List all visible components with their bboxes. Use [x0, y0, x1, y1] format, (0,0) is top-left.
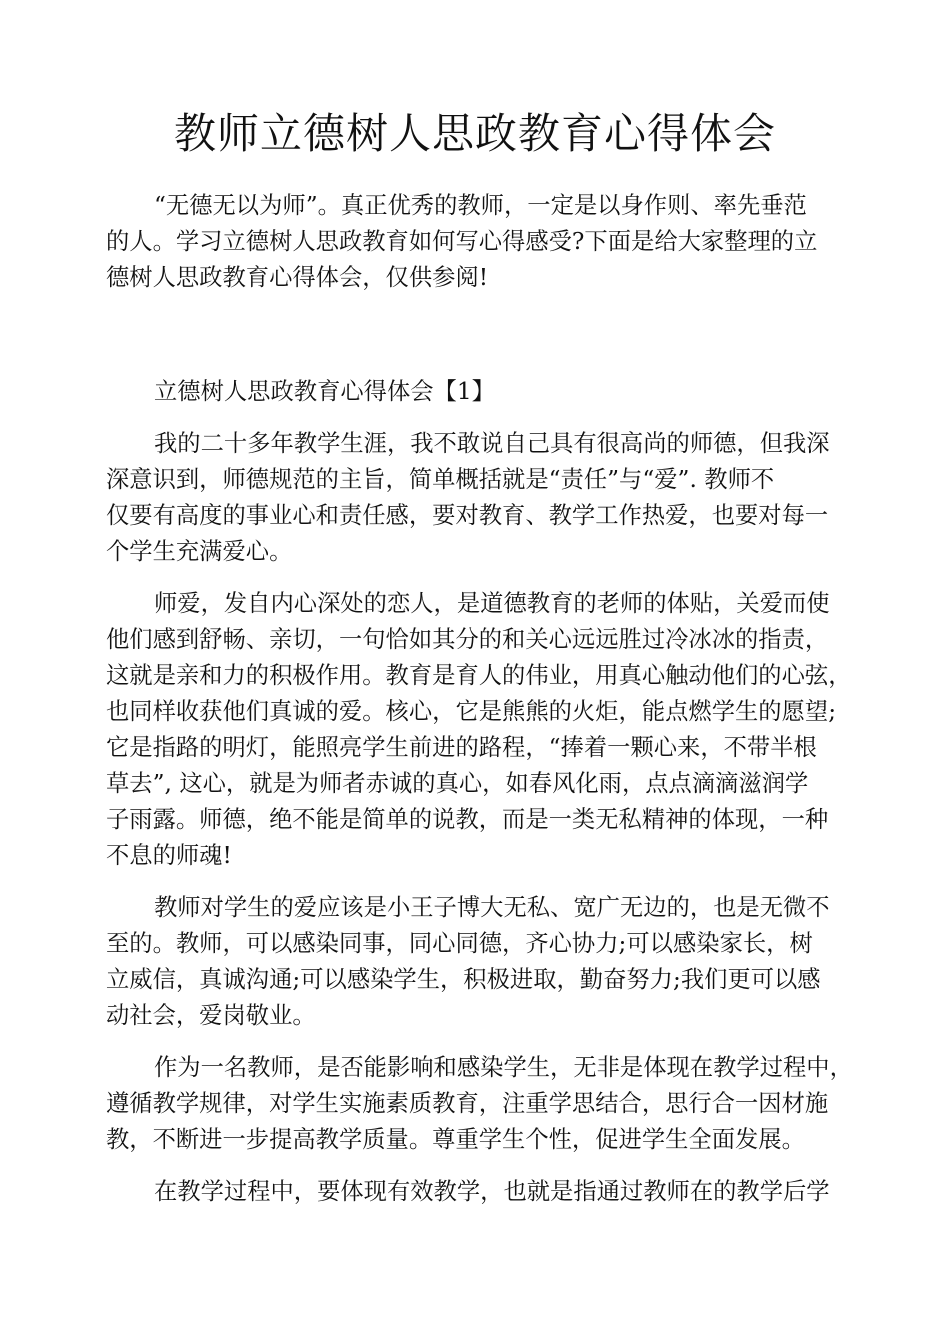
text-line: 它是指路的明灯，能照亮学生前进的路程，“捧着一颗心来，不带半根 [106, 734, 817, 761]
intro-paragraph [106, 188, 850, 296]
text-line: 立威信，真诚沟通;可以感染学生，积极进取，勤奋努力;我们更可以感 [106, 966, 821, 993]
text-line: 也同样收获他们真诚的爱。核心，它是熊熊的火炬，能点燃学生的愿望; [106, 698, 837, 725]
text-line: 教师对学生的爱应该是小王子博大无私、宽广无边的，也是无微不 [154, 894, 830, 921]
text-line: 在教学过程中，要体现有效教学，也就是指通过教师在的教学后学 [154, 1178, 830, 1205]
text-line: 动社会，爱岗敬业。 [106, 1002, 316, 1029]
text-line: 这就是亲和力的积极作用。教育是育人的伟业，用真心触动他们的心弦， [106, 662, 852, 689]
body-paragraph [106, 1174, 850, 1210]
text-line: 个学生充满爱心。 [106, 538, 293, 565]
section-heading: 立德树人思政教育心得体会【1】 [154, 378, 495, 405]
text-line: 仅要有高度的事业心和责任感，要对教育、教学工作热爱，也要对每一 [106, 502, 829, 529]
text-line: 子雨露。师德，绝不能是简单的说教，而是一类无私精神的体现，一种 [106, 806, 829, 833]
document-body [106, 188, 853, 1226]
text-line: 遵循教学规律，对学生实施素质教育，注重学思结合，思行合一因材施 [106, 1090, 829, 1117]
text-line: 德树人思政教育心得体会，仅供参阅! [106, 264, 489, 291]
body-paragraph [106, 890, 850, 1034]
text-line: 教，不断进一步提高教学质量。尊重学生个性，促进学生全面发展。 [106, 1126, 805, 1153]
body-paragraph [106, 1050, 853, 1158]
text-line: 至的。教师，可以感染同事，同心同德，齐心协力;可以感染家长，树 [106, 930, 813, 957]
body-paragraph [106, 586, 850, 874]
text-line: 的人。学习立德树人思政教育如何写心得感受?下面是给大家整理的立 [106, 228, 818, 255]
section-spacer [106, 312, 850, 374]
text-line: 我的二十多年教学生涯，我不敢说自己具有很高尚的师德，但我深 [154, 430, 830, 457]
text-line: 师爱，发自内心深处的恋人，是道德教育的老师的体贴，关爱而使 [154, 590, 830, 617]
text-line: “无德无以为师”。真正优秀的教师，一定是以身作则、率先垂范 [154, 192, 807, 219]
body-paragraph [106, 426, 850, 570]
text-line: 深意识到，师德规范的主旨，简单概括就是“责任”与“爱”. 教师不 [106, 466, 775, 493]
document-title: 教师立德树人思政教育心得体会 [173, 109, 776, 158]
text-line: 他们感到舒畅、亲切，一句恰如其分的和关心远远胜过冷冰冰的指责， [106, 626, 829, 653]
text-line: 不息的师魂! [106, 842, 232, 869]
text-line: 草去”, 这心，就是为师者赤诚的真心，如春风化雨，点点滴滴滋润学 [106, 770, 809, 797]
text-line: 作为一名教师，是否能影响和感染学生，无非是体现在教学过程中， [154, 1054, 853, 1081]
